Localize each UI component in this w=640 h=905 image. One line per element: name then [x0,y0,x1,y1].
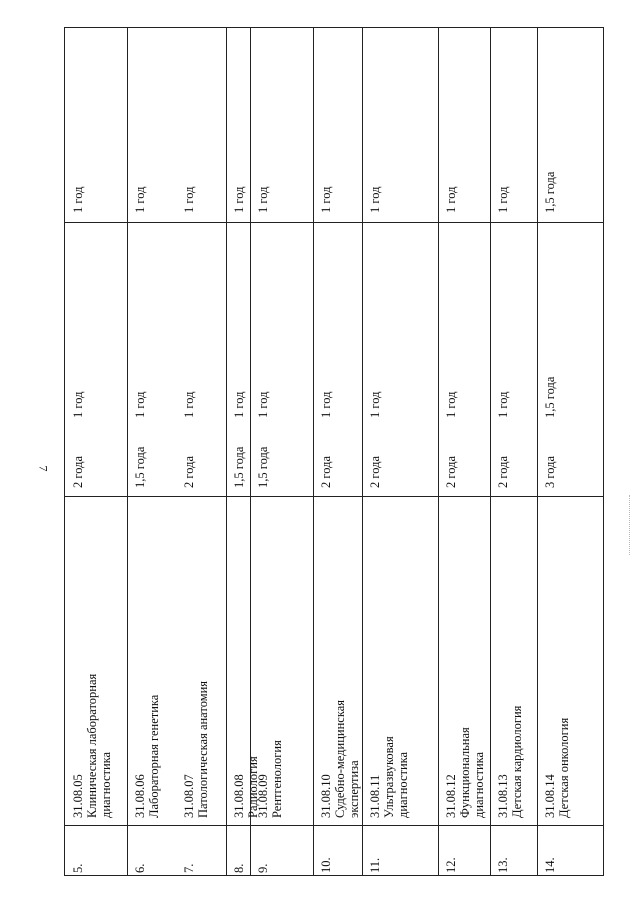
cell-text: 6. [133,863,147,873]
cell-text: 1,5 года [543,376,557,418]
column-divider [226,28,227,875]
cell-text: 1 год [368,391,382,418]
cell-text: 1 год [182,391,196,418]
cell-text: 31.08.12 [444,774,458,818]
cell-text: 2 года [182,456,196,488]
cell-text: 1 год [133,391,147,418]
cell-text: 31.08.06 [133,774,147,818]
cell-text: 1 год [133,186,147,213]
cell-text: 31.08.10 [319,774,333,818]
cell-text: 9. [256,863,270,873]
page-number: 7 [36,465,51,472]
column-divider [313,28,314,875]
cell-text: 10. [319,857,333,873]
cell-text: 2 года [496,456,510,488]
cell-text: 31.08.13 [496,774,510,818]
column-divider [127,28,128,875]
specialties-table [64,27,604,876]
cell-text: Ультразвуковая [382,736,396,818]
cell-text: диагностика [396,751,410,818]
cell-text: 31.08.08 [232,774,246,818]
column-divider [537,28,538,875]
cell-text: Лабораторная генетика [147,694,161,818]
cell-text: 14. [543,857,557,873]
cell-text: 1,5 года [256,446,270,488]
cell-text: 11. [368,857,382,873]
column-divider [490,28,491,875]
cell-text: 8. [232,863,246,873]
scan-artifact [629,495,632,555]
cell-text: 13. [496,857,510,873]
cell-text: 1 год [256,391,270,418]
cell-text: 7. [182,863,196,873]
cell-text: Рентгенология [270,740,284,818]
cell-text: 2 года [71,456,85,488]
column-divider [65,222,603,223]
cell-text: Детская кардиология [510,705,524,818]
cell-text: Детская онкология [557,717,571,818]
cell-text: диагностика [99,751,113,818]
cell-text: 2 года [368,456,382,488]
cell-text: Клиническая лабораторная [85,673,99,818]
cell-text: 1 год [256,186,270,213]
cell-text: 1,5 года [232,446,246,488]
cell-text: 5. [71,863,85,873]
column-divider [362,28,363,875]
cell-text: 2 года [319,456,333,488]
cell-text: Патологическая анатомия [196,680,210,818]
cell-text: 1 год [182,186,196,213]
cell-text: Судебно-медицинская [333,700,347,818]
cell-text: 1 год [71,186,85,213]
cell-text: 31.08.07 [182,774,196,818]
cell-text: 2 года [444,456,458,488]
column-divider [65,825,603,826]
column-divider [65,496,603,497]
column-divider [438,28,439,875]
cell-text: 12. [444,857,458,873]
cell-text: 1 год [232,186,246,213]
cell-text: 1 год [319,186,333,213]
cell-text: 1,5 года [543,171,557,213]
cell-text: 1 год [368,186,382,213]
column-divider [250,28,251,875]
cell-text: Радиология [246,756,260,818]
cell-text: 1 год [496,391,510,418]
cell-text: Функциональная [458,727,472,818]
cell-text: 31.08.14 [543,774,557,818]
cell-text: 31.08.05 [71,774,85,818]
cell-text: 1 год [232,391,246,418]
cell-text: 1 год [444,391,458,418]
cell-text: 3 года [543,456,557,488]
cell-text: 1 год [319,391,333,418]
cell-text: 31.08.09 [256,774,270,818]
cell-text: диагностика [472,751,486,818]
cell-text: 31.08.11 [368,774,382,818]
cell-text: 1 год [444,186,458,213]
cell-text: 1 год [496,186,510,213]
cell-text: 1 год [71,391,85,418]
cell-text: экспертиза [347,760,361,818]
cell-text: 1,5 года [133,446,147,488]
